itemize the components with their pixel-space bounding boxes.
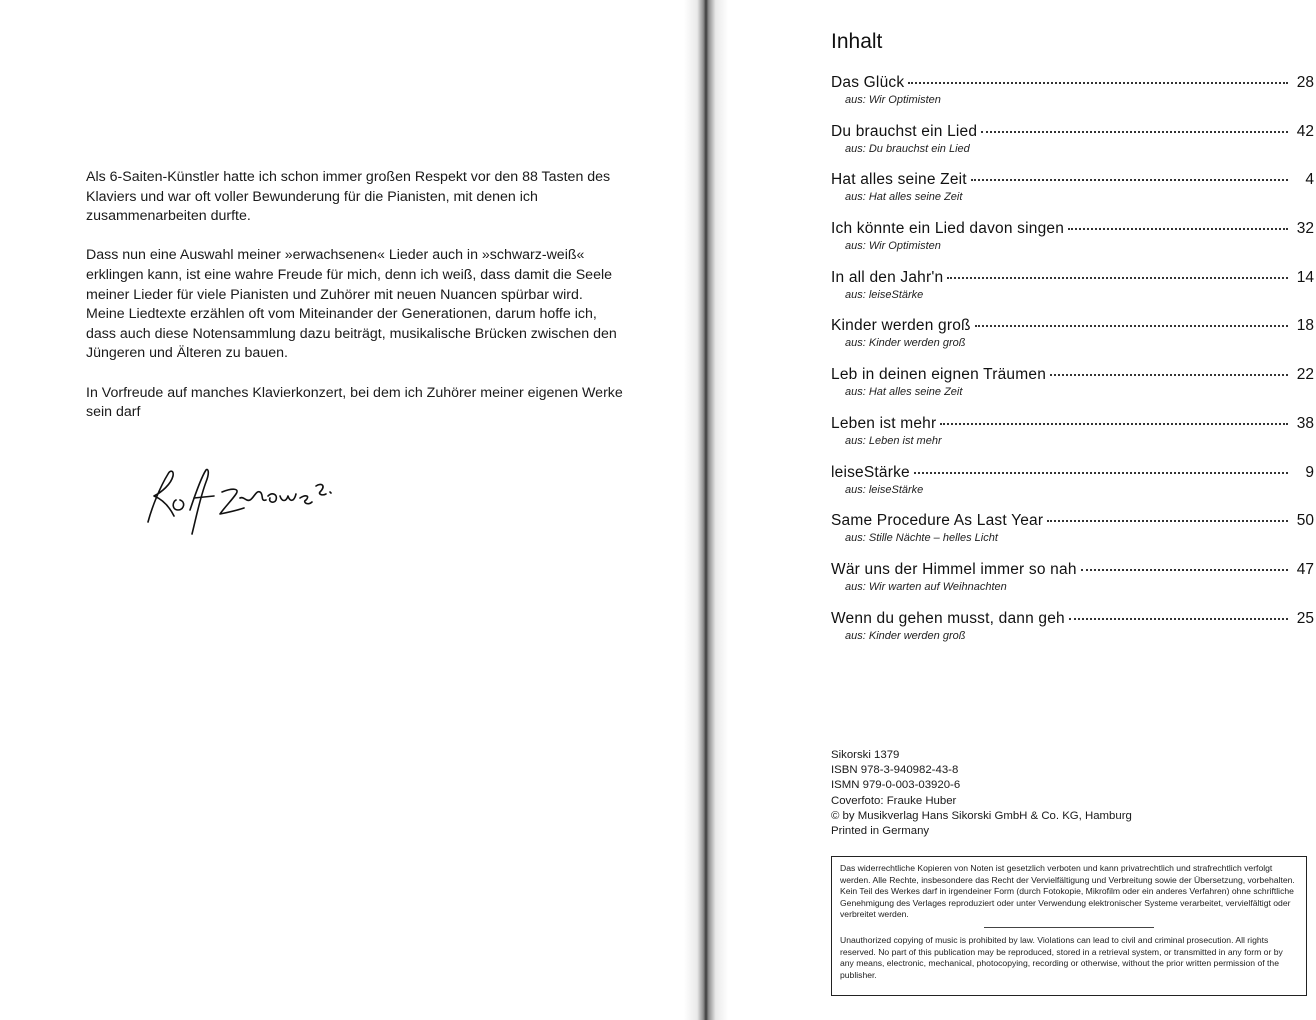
- source-label: aus:: [845, 580, 866, 593]
- toc-entry-line: [831, 170, 1314, 190]
- notice-german: Das widerrechtliche Kopieren von Noten ist gesetzlich verboten und kann privatrechtlich und strafrechtlich verfolgt werden. Alle Rechte, insbesondere das Recht der Vervielfältigung und Verbreitung sowie der Übersetzung, vorbehalten. Kein Teil des Werkes darf in irgendeiner Form (durch Fotokopie, Mikrofilm oder ein anderes Verfahren) ohne schriftliche Genehmigung des Verlages reproduziert oder unter Verwendung elektronischer Systeme verarbeitet, vervielfältigt oder verbreitet werden.: [840, 863, 1295, 920]
- toc-entry-source: [831, 580, 1314, 594]
- preface-paragraph-1: Als 6-Saiten-Künstler hatte ich schon immer großen Respekt vor den 88 Tasten des Klaviers und war oft voller Bewunderung für die Pianisten, mit denen ich zusammenarbeiten durfte.: [86, 169, 611, 225]
- toc-entry-title: Wenn du gehen musst, dann geh: [831, 609, 1065, 627]
- toc-entry-page: 50: [1296, 512, 1314, 530]
- source-album: Wir warten auf Weihnachten: [868, 580, 1007, 593]
- source-label: aus:: [845, 629, 866, 642]
- toc-entry-page: 14: [1296, 268, 1314, 286]
- toc-entry-line: [831, 414, 1314, 434]
- dot-leader: [940, 422, 1288, 425]
- toc-entry-page: 42: [1296, 122, 1314, 140]
- toc-entry-page: 22: [1296, 366, 1314, 384]
- toc-entry-title: leiseStärke: [831, 463, 910, 481]
- dot-leader: [981, 130, 1288, 133]
- toc-entry-source: [831, 385, 1314, 399]
- toc-entry-source: [831, 190, 1314, 204]
- source-album: Leben ist mehr: [868, 434, 942, 447]
- toc-entry-line: [831, 316, 1314, 336]
- toc-entry: [831, 414, 1314, 463]
- toc-entry-title: Ich könnte ein Lied davon singen: [831, 220, 1065, 238]
- dot-leader: [914, 471, 1288, 474]
- source-album: Hat alles seine Zeit: [868, 386, 963, 399]
- toc-entry-source: [831, 93, 1314, 107]
- toc-entry-source: [831, 239, 1314, 253]
- toc-entry-page: 38: [1296, 414, 1314, 432]
- toc-entry: [831, 170, 1314, 219]
- imprint-block: [831, 748, 1132, 839]
- toc-entry-line: [831, 560, 1314, 580]
- book-gutter: [684, 0, 728, 1020]
- toc-entry-page: 4: [1305, 171, 1314, 189]
- toc-entry-page: 9: [1305, 463, 1314, 481]
- toc-entry-line: [831, 73, 1314, 93]
- toc-entry-page: 25: [1296, 609, 1314, 627]
- cover-photo-credit: Coverfoto: Frauke Huber: [831, 794, 957, 807]
- toc-entry: [831, 511, 1314, 560]
- copyright-line: © by Musikverlag Hans Sikorski GmbH & Co. KG, Hamburg: [831, 809, 1132, 822]
- printed-in: Printed in Germany: [831, 825, 930, 838]
- dot-leader: [947, 276, 1288, 279]
- dot-leader: [1047, 519, 1288, 522]
- toc-entry: [831, 560, 1314, 609]
- toc-heading: Inhalt: [831, 30, 883, 53]
- toc-entry-title: Leb in deinen eignen Träumen: [831, 366, 1047, 384]
- source-album: leiseStärke: [868, 483, 924, 496]
- toc-entry-title: Kinder werden groß: [831, 317, 971, 335]
- source-label: aus:: [845, 94, 866, 106]
- source-label: aus:: [845, 434, 866, 447]
- ismn: ISMN 979-0-003-03920-6: [831, 779, 961, 792]
- dot-leader: [1068, 227, 1288, 230]
- toc-entry: [831, 73, 1314, 122]
- toc-entry-page: 28: [1296, 74, 1314, 91]
- source-album: Wir Optimisten: [868, 94, 941, 106]
- dot-leader: [1081, 568, 1288, 571]
- handwritten-signature: [140, 462, 360, 542]
- toc-entry-line: [831, 122, 1314, 142]
- source-label: aus:: [845, 191, 866, 204]
- toc-entry-line: [831, 268, 1314, 288]
- toc-entry-title: Same Procedure As Last Year: [831, 512, 1044, 530]
- notice-english: Unauthorized copying of music is prohibited by law. Violations can lead to civil and criminal prosecution. All rights reserved. No part of this publication may be reproduced, stored in a retrieval system, or transmitted in any form or by any means, electronic, mechanical, photocopying, recording or otherwise, without the prior written permission of the publisher.: [840, 934, 1283, 980]
- preface-text: [86, 168, 626, 423]
- toc-entry: [831, 609, 1314, 658]
- source-label: aus:: [845, 483, 866, 496]
- source-album: Kinder werden groß: [868, 629, 966, 642]
- copyright-notice-box: [831, 856, 1307, 996]
- toc-entry-source: [831, 288, 1314, 302]
- source-label: aus:: [845, 386, 866, 399]
- toc-entry-page: 47: [1296, 560, 1314, 578]
- toc-entry-line: [831, 365, 1314, 385]
- toc-entry-line: [831, 511, 1314, 531]
- source-album: Wir Optimisten: [868, 240, 941, 253]
- toc-entry-source: [831, 531, 1314, 545]
- source-label: aus:: [845, 240, 866, 253]
- toc-entry-line: [831, 609, 1314, 629]
- toc-entry: [831, 463, 1314, 512]
- notice-divider: [984, 927, 1154, 928]
- catalog-number: Sikorski 1379: [831, 749, 900, 761]
- toc-entry-line: [831, 463, 1314, 483]
- dot-leader: [975, 324, 1288, 327]
- toc-entry-source: [831, 336, 1314, 350]
- source-album: Du brauchst ein Lied: [868, 142, 970, 155]
- preface-paragraph-2: Dass nun eine Auswahl meiner »erwachsenen« Lieder auch in »schwarz-weiß« erklingen kann, ist eine wahre Freude für mich, denn ich weiß, dass damit die Seele meiner Lieder für viele Pianisten und Zuhörer mit neuen Nuancen spürbar wird.: [86, 247, 612, 303]
- table-of-contents: [831, 73, 1314, 657]
- toc-entry-title: Hat alles seine Zeit: [831, 171, 967, 189]
- toc-entry-title: Du brauchst ein Lied: [831, 122, 978, 140]
- toc-entry: [831, 268, 1314, 317]
- source-label: aus:: [845, 288, 866, 301]
- toc-entry: [831, 122, 1314, 171]
- toc-entry-page: 32: [1296, 220, 1314, 238]
- toc-entry-title: Das Glück: [831, 74, 905, 91]
- isbn: ISBN 978-3-940982-43-8: [831, 764, 959, 777]
- source-label: aus:: [845, 532, 866, 545]
- toc-entry-title: Leben ist mehr: [831, 414, 937, 432]
- dot-leader: [1069, 617, 1288, 620]
- toc-entry-title: In all den Jahr'n: [831, 268, 944, 286]
- source-label: aus:: [845, 142, 866, 155]
- toc-entry-source: [831, 142, 1314, 156]
- toc-entry: [831, 365, 1314, 414]
- preface-paragraph-3: Meine Liedtexte erzählen oft vom Miteinander der Generationen, darum hoffe ich, dass auch diese Notensammlung dazu beiträgt, musikalische Brücken zwischen den Jüngeren und Älteren zu bauen.: [86, 306, 617, 362]
- source-album: leiseStärke: [868, 288, 924, 301]
- preface-paragraph-4: In Vorfreude auf manches Klavierkonzert, bei dem ich Zuhörer meiner eigenen Werke sein darf: [86, 384, 623, 421]
- source-album: Hat alles seine Zeit: [868, 191, 963, 204]
- toc-entry: [831, 316, 1314, 365]
- toc-entry-title: Wär uns der Himmel immer so nah: [831, 560, 1077, 578]
- toc-entry-line: [831, 219, 1314, 239]
- toc-entry-source: [831, 483, 1314, 497]
- dot-leader: [971, 178, 1288, 181]
- toc-entry: [831, 219, 1314, 268]
- dot-leader: [1050, 373, 1288, 376]
- source-album: Stille Nächte – helles Licht: [868, 532, 998, 545]
- toc-entry-source: [831, 629, 1314, 643]
- source-label: aus:: [845, 337, 866, 350]
- source-album: Kinder werden groß: [868, 337, 966, 350]
- dot-leader: [908, 81, 1288, 84]
- toc-entry-source: [831, 434, 1314, 448]
- toc-entry-page: 18: [1296, 317, 1314, 335]
